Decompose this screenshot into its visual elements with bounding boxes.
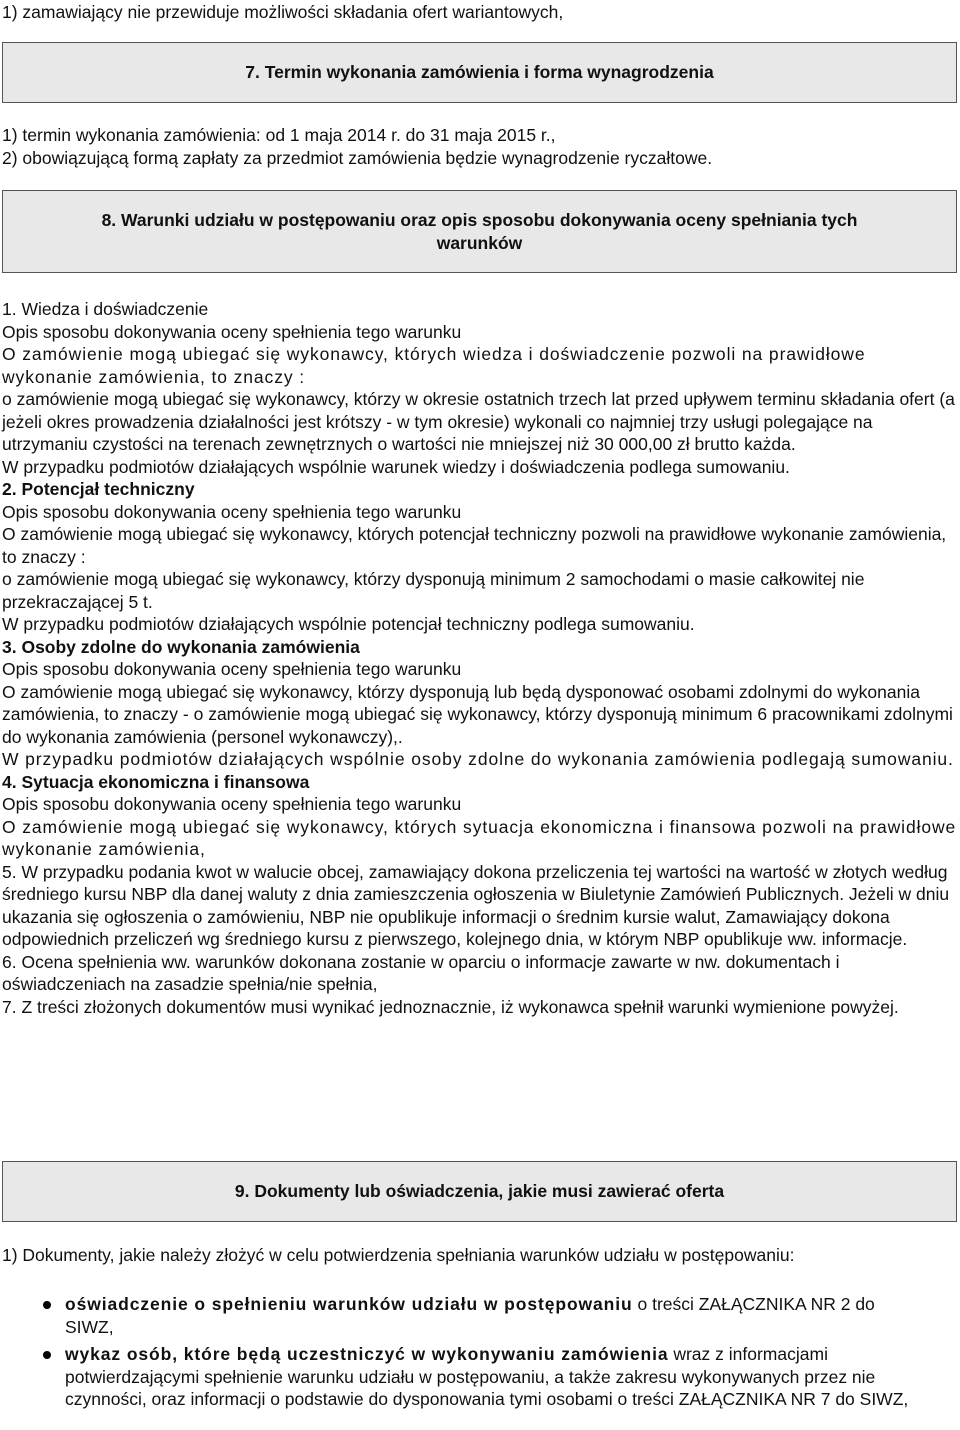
section-9-title: 9. Dokumenty lub oświadczenia, jakie musi zawierać oferta: [234, 1181, 725, 1201]
assessment-label-3: Opis sposobu dokonywania oceny spełnienia tego warunku: [2, 659, 462, 679]
subsection-2-paragraph-1: O zamówienie mogą ubiegać się wykonawcy, których potencjał techniczny pozwoli na prawidłowe wykonanie zamówienia, to znaczy :: [2, 524, 947, 567]
list-item: [2, 1343, 918, 1411]
subsection-4-paragraph-1: O zamówienie mogą ubiegać się wykonawcy, których sytuacja ekonomiczna i finansowa pozwoli na prawidłowe wykonanie zamówienia,: [2, 816, 957, 859]
list-item-text: o treści ZAŁĄCZNIKA NR 2 do SIWZ,: [65, 1294, 875, 1337]
paragraph-5: 5. W przypadku podania kwot w walucie obcej, zamawiający dokona przeliczenia tej wartości na wartość w złotych według średniego kursu NBP dla danej waluty z dnia zamieszczenia ogłoszenia w Biuletynie Zamówień Publicznych. Jeżeli w dniu ukazania się ogłoszenia o zamówieniu, NBP nie opublikuje informacji o średnim kursie walut, Zamawiający dokona odpowiednich przeliczeń wg średniego kursu z pierwszego, kolejnego dnia, w którym NBP opublikuje ww. informacje.: [2, 861, 950, 949]
list-item-bold: wykaz osób, które będą uczestniczyć w wykonywaniu zamówienia: [65, 1344, 669, 1364]
subsection-1-heading: 1. Wiedza i doświadczenie: [2, 299, 209, 319]
subsection-2-paragraph-2: o zamówienie mogą ubiegać się wykonawcy, którzy dysponują minimum 2 samochodami o masie całkowitej nie przekraczającej 5 t.: [2, 569, 865, 612]
subsection-2-heading: 2. Potencjał techniczny: [2, 479, 195, 499]
sec9-paragraph-1: 1) Dokumenty, jakie należy złożyć w celu potwierdzenia spełniania warunków udziału w postępowaniu:: [2, 1245, 795, 1265]
section-8-title-line-1: 8. Warunki udziału w postępowaniu oraz opis sposobu dokonywania oceny spełniania tych: [101, 209, 858, 230]
paragraph-6: 6. Ocena spełnienia ww. warunków dokonana zostanie w oparciu o informacje zawarte w nw. dokumentach i oświadczeniach na zasadzie spełnia/nie spełnia,: [2, 951, 840, 994]
subsection-1-paragraph-2: o zamówienie mogą ubiegać się wykonawcy, którzy w okresie ostatnich trzech lat przed upływem terminu składania ofert (a jeżeli okres prowadzenia działalności jest krótszy - w tym okresie) wykonali co najmniej trzy usługi polegające na utrzymaniu czystości na terenach zewnętrznych o wartości nie mniejszej niż 30 000,00 zł brutto każda.: [2, 389, 955, 454]
section-8-title-line-2: warunków: [436, 232, 523, 253]
sec7-paragraph-1: 1) termin wykonania zamówienia: od 1 maja 2014 r. do 31 maja 2015 r.,: [2, 125, 556, 145]
section-8-body: [2, 298, 958, 1018]
subsection-3-paragraph-1: O zamówienie mogą ubiegać się wykonawcy, którzy dysponują lub będą dysponować osobami zdolnymi do wykonania zamówienia, to znaczy - o zamówienie mogą ubiegać się wykonawcy, którzy dysponują minimum 6 pracownikami zdolnymi do wykonania zamówienia (personel wykonawczy),.: [2, 681, 953, 747]
subsection-1-paragraph-1: O zamówienie mogą ubiegać się wykonawcy, których wiedza i doświadczenie pozwoli na prawidłowe wykonanie zamówienia, to znaczy :: [2, 344, 866, 387]
sec7-paragraph-2: 2) obowiązującą formą zapłaty za przedmiot zamówienia będzie wynagrodzenie ryczałtowe.: [2, 148, 713, 168]
section-9-header: [2, 1161, 957, 1222]
paragraph-7: 7. Z treści złożonych dokumentów musi wynikać jednoznacznie, iż wykonawca spełnił warunki wymienione powyżej.: [2, 996, 899, 1017]
section-7-header: [2, 42, 957, 103]
list-item-bold: oświadczenie o spełnieniu warunków udziału w postępowaniu: [65, 1294, 633, 1314]
list-item: [2, 1293, 918, 1338]
subsection-3-heading: 3. Osoby zdolne do wykonania zamówienia: [2, 636, 360, 657]
assessment-label-1: Opis sposobu dokonywania oceny spełnienia tego warunku: [2, 321, 462, 342]
intro-paragraph: 1) zamawiający nie przewiduje możliwości składania ofert wariantowych,: [2, 2, 564, 22]
section-8-header: [2, 190, 957, 273]
subsection-3-paragraph-2: W przypadku podmiotów działających wspólnie osoby zdolne do wykonania zamówienia podlegają sumowaniu.: [2, 749, 954, 769]
assessment-label-4: Opis sposobu dokonywania oceny spełnienia tego warunku: [2, 794, 462, 814]
section-7-title: 7. Termin wykonania zamówienia i forma wynagrodzenia: [245, 62, 714, 82]
subsection-2-paragraph-3: W przypadku podmiotów działających wspólnie potencjał techniczny podlega sumowaniu.: [2, 614, 695, 634]
assessment-label-2: Opis sposobu dokonywania oceny spełnienia tego warunku: [2, 501, 462, 522]
subsection-1-paragraph-3: W przypadku podmiotów działających wspólnie warunek wiedzy i doświadczenia podlega sumowaniu.: [2, 456, 790, 477]
subsection-4-heading: 4. Sytuacja ekonomiczna i finansowa: [2, 771, 310, 792]
list-item-text: wraz z informacjami potwierdzającymi spełnienie warunku udziału w postępowaniu, a także zakresu wykonywanych przez nie czynności, oraz informacji o podstawie do dysponowania tymi osobami o treści ZAŁĄCZNIKA NR 7 do SIWZ,: [65, 1344, 909, 1409]
required-documents-list: [2, 1293, 918, 1411]
